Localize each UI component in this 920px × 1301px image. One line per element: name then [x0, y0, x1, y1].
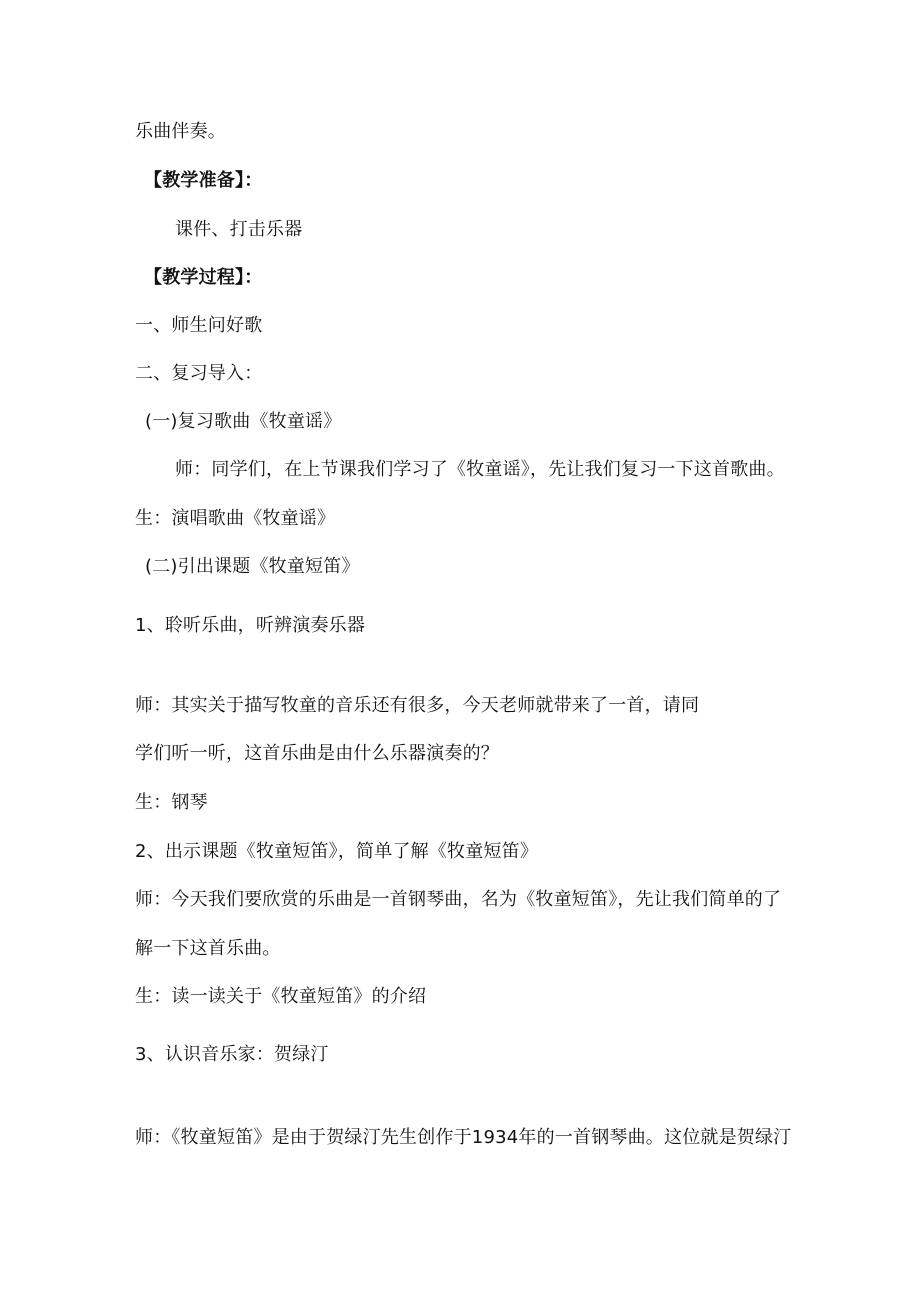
student-line-1: 生：演唱歌曲《牧童谣》	[135, 508, 336, 529]
heading-teaching-preparation: 【教学准备】：	[144, 170, 263, 191]
teacher-line-4: 师：《牧童短笛》是由于贺绿汀先生创作于1934年的一首钢琴曲。这位就是贺绿汀	[135, 1127, 792, 1148]
teacher-line-1: 师：同学们，在上节课我们学习了《牧童谣》，先让我们复习一下这首歌曲。	[175, 459, 785, 480]
heading-teaching-process: 【教学过程】：	[144, 267, 263, 288]
subsection-two: (二)引出课题《牧童短笛》	[145, 556, 360, 577]
student-line-3: 生：读一读关于《牧童短笛》的介绍	[135, 986, 427, 1007]
student-line-2: 生：钢琴	[135, 792, 208, 813]
text-line-1: 乐曲伴奏。	[135, 121, 226, 142]
section-two: 二、复习导入：	[135, 363, 263, 384]
teacher-line-2b: 学们听一听，这首乐曲是由什么乐器演奏的？	[135, 743, 499, 764]
subsection-one: (一)复习歌曲《牧童谣》	[145, 411, 342, 432]
section-one: 一、师生问好歌	[135, 315, 263, 336]
teacher-line-3a: 师：今天我们要欣赏的乐曲是一首钢琴曲，名为《牧童短笛》，先让我们简单的了	[135, 889, 782, 910]
step-three: 3、认识音乐家：贺绿汀	[135, 1044, 329, 1065]
text-line-3: 课件、打击乐器	[175, 219, 303, 240]
teacher-line-3b: 解一下这首乐曲。	[135, 938, 281, 959]
step-one: 1、聆听乐曲，听辨演奏乐器	[135, 615, 366, 636]
teacher-line-2a: 师：其实关于描写牧童的音乐还有很多，今天老师就带来了一首，请同	[135, 695, 700, 716]
step-two: 2、出示课题《牧童短笛》，简单了解《牧童短笛》	[135, 841, 539, 862]
